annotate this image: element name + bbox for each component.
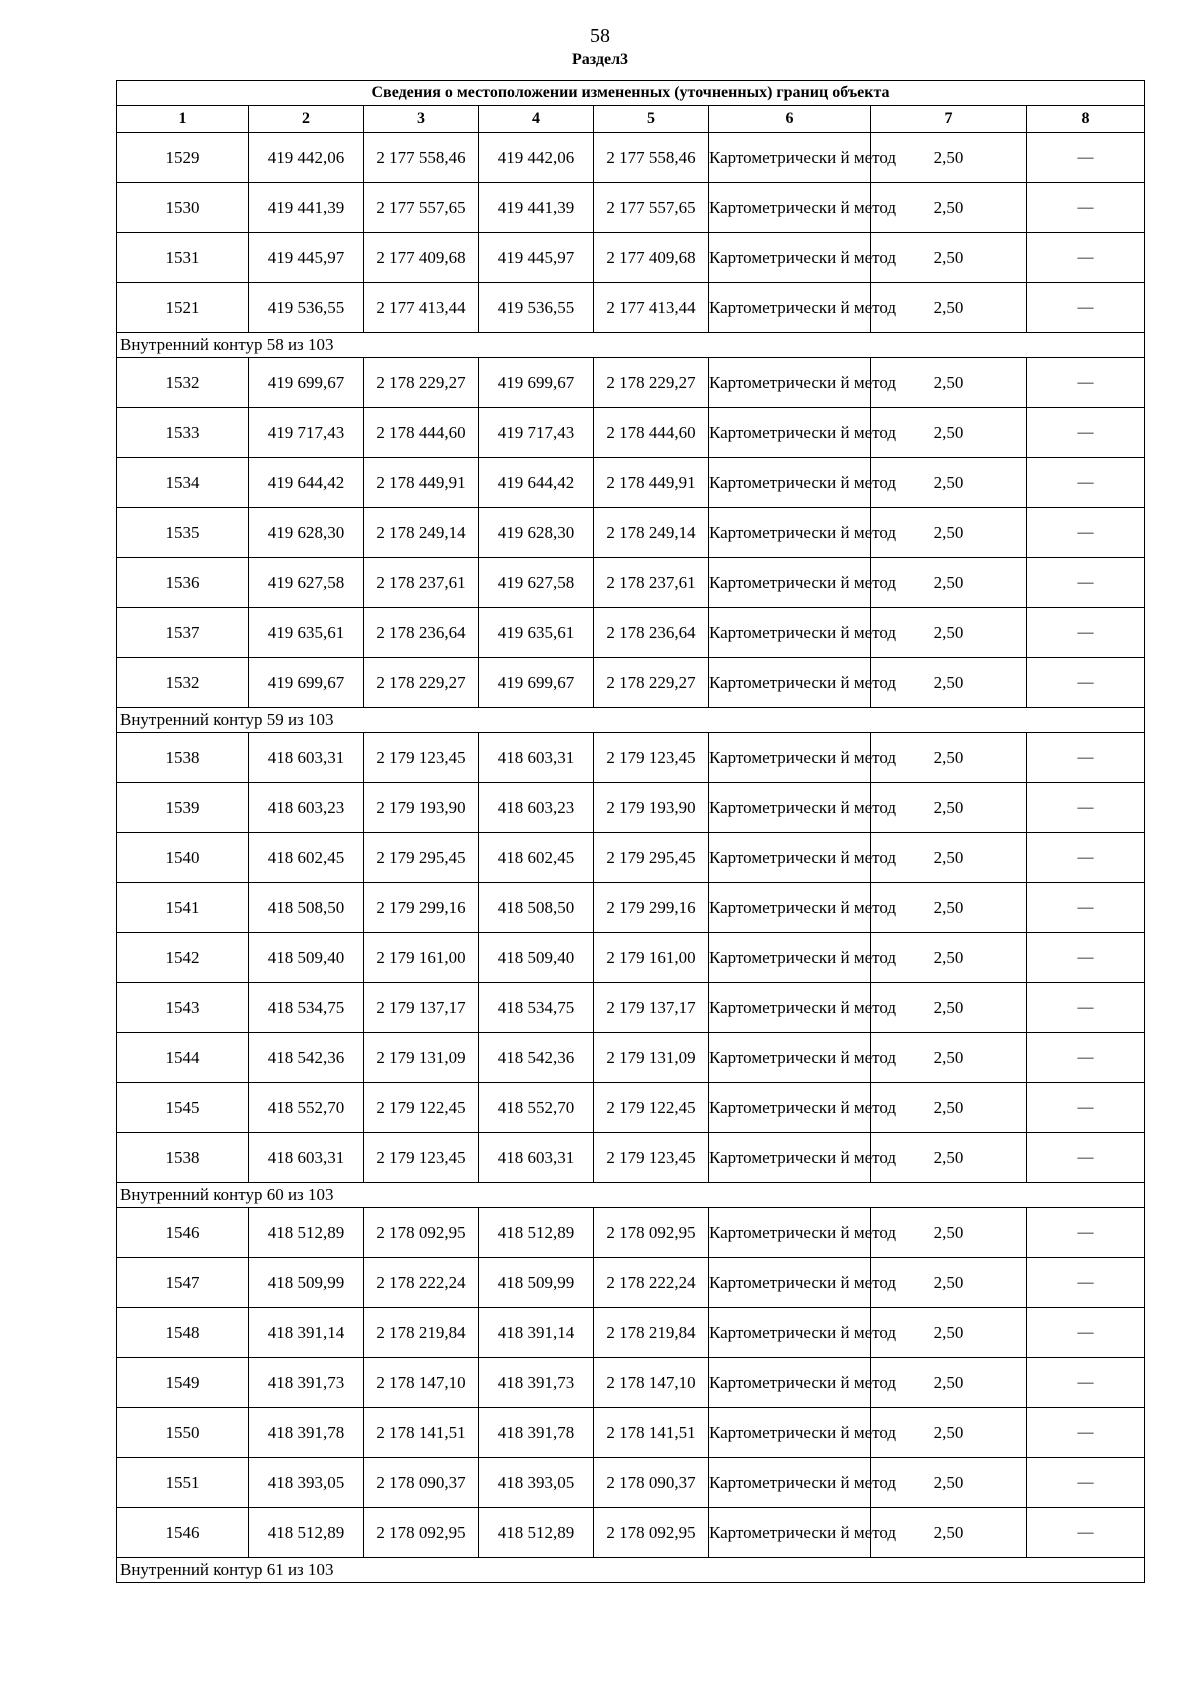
table-row: [117, 983, 1145, 1033]
y-old-cell: 2 178 444,60: [364, 408, 479, 458]
accuracy-cell: 2,50: [871, 1408, 1027, 1458]
method-cell: Картометрически й метод: [709, 508, 871, 558]
table-row: [117, 833, 1145, 883]
x-new-cell: 418 393,05: [479, 1458, 594, 1508]
accuracy-cell: 2,50: [871, 283, 1027, 333]
note-cell: —: [1027, 1033, 1145, 1083]
x-old-cell: 419 441,39: [249, 183, 364, 233]
point-number-cell: 1538: [117, 733, 249, 783]
point-number-cell: 1547: [117, 1258, 249, 1308]
note-cell: —: [1027, 933, 1145, 983]
column-number: 6: [709, 106, 871, 133]
method-cell: Картометрически й метод: [709, 1508, 871, 1558]
x-old-cell: 418 508,50: [249, 883, 364, 933]
x-new-cell: 418 509,40: [479, 933, 594, 983]
y-old-cell: 2 179 299,16: [364, 883, 479, 933]
y-old-cell: 2 179 137,17: [364, 983, 479, 1033]
y-old-cell: 2 178 141,51: [364, 1408, 479, 1458]
y-old-cell: 2 178 449,91: [364, 458, 479, 508]
table-row: [117, 458, 1145, 508]
x-old-cell: 418 391,14: [249, 1308, 364, 1358]
x-old-cell: 419 536,55: [249, 283, 364, 333]
x-old-cell: 418 602,45: [249, 833, 364, 883]
x-new-cell: 418 542,36: [479, 1033, 594, 1083]
x-new-cell: 418 509,99: [479, 1258, 594, 1308]
x-old-cell: 418 393,05: [249, 1458, 364, 1508]
x-new-cell: 418 391,78: [479, 1408, 594, 1458]
accuracy-cell: 2,50: [871, 1258, 1027, 1308]
y-new-cell: 2 177 413,44: [594, 283, 709, 333]
note-cell: —: [1027, 883, 1145, 933]
point-number-cell: 1538: [117, 1133, 249, 1183]
note-cell: —: [1027, 508, 1145, 558]
accuracy-cell: 2,50: [871, 1083, 1027, 1133]
note-cell: —: [1027, 1258, 1145, 1308]
x-old-cell: 418 603,23: [249, 783, 364, 833]
y-new-cell: 2 178 141,51: [594, 1408, 709, 1458]
accuracy-cell: 2,50: [871, 458, 1027, 508]
y-new-cell: 2 178 236,64: [594, 608, 709, 658]
x-new-cell: 419 717,43: [479, 408, 594, 458]
method-cell: Картометрически й метод: [709, 133, 871, 183]
x-old-cell: 418 509,40: [249, 933, 364, 983]
y-old-cell: 2 177 409,68: [364, 233, 479, 283]
x-new-cell: 418 602,45: [479, 833, 594, 883]
x-old-cell: 418 391,78: [249, 1408, 364, 1458]
accuracy-cell: 2,50: [871, 1033, 1027, 1083]
table-row: [117, 183, 1145, 233]
method-cell: Картометрически й метод: [709, 1358, 871, 1408]
table-row: [117, 1508, 1145, 1558]
note-cell: —: [1027, 458, 1145, 508]
x-new-cell: 418 603,23: [479, 783, 594, 833]
x-old-cell: 419 644,42: [249, 458, 364, 508]
y-new-cell: 2 178 147,10: [594, 1358, 709, 1408]
point-number-cell: 1548: [117, 1308, 249, 1358]
point-number-cell: 1534: [117, 458, 249, 508]
method-cell: Картометрически й метод: [709, 933, 871, 983]
y-old-cell: 2 179 295,45: [364, 833, 479, 883]
boundary-coordinates-table: [116, 80, 1145, 1583]
note-cell: —: [1027, 1458, 1145, 1508]
table-row: [117, 658, 1145, 708]
y-old-cell: 2 179 193,90: [364, 783, 479, 833]
x-new-cell: 419 536,55: [479, 283, 594, 333]
point-number-cell: 1539: [117, 783, 249, 833]
accuracy-cell: 2,50: [871, 733, 1027, 783]
y-old-cell: 2 178 237,61: [364, 558, 479, 608]
y-new-cell: 2 179 122,45: [594, 1083, 709, 1133]
note-cell: —: [1027, 833, 1145, 883]
y-new-cell: 2 178 229,27: [594, 358, 709, 408]
x-new-cell: 419 699,67: [479, 658, 594, 708]
method-cell: Картометрически й метод: [709, 1308, 871, 1358]
y-new-cell: 2 179 123,45: [594, 733, 709, 783]
y-new-cell: 2 178 222,24: [594, 1258, 709, 1308]
table-row: [117, 283, 1145, 333]
y-new-cell: 2 178 092,95: [594, 1508, 709, 1558]
accuracy-cell: 2,50: [871, 783, 1027, 833]
accuracy-cell: 2,50: [871, 1508, 1027, 1558]
y-new-cell: 2 179 161,00: [594, 933, 709, 983]
contour-label: Внутренний контур 58 из 103: [117, 333, 1145, 358]
note-cell: —: [1027, 1208, 1145, 1258]
point-number-cell: 1544: [117, 1033, 249, 1083]
x-new-cell: 418 391,73: [479, 1358, 594, 1408]
note-cell: —: [1027, 233, 1145, 283]
note-cell: —: [1027, 1508, 1145, 1558]
x-new-cell: 419 441,39: [479, 183, 594, 233]
x-new-cell: 418 603,31: [479, 1133, 594, 1183]
method-cell: Картометрически й метод: [709, 458, 871, 508]
x-old-cell: 418 552,70: [249, 1083, 364, 1133]
method-cell: Картометрически й метод: [709, 833, 871, 883]
point-number-cell: 1531: [117, 233, 249, 283]
method-cell: Картометрически й метод: [709, 1258, 871, 1308]
point-number-cell: 1537: [117, 608, 249, 658]
note-cell: —: [1027, 733, 1145, 783]
y-new-cell: 2 177 558,46: [594, 133, 709, 183]
y-new-cell: 2 177 409,68: [594, 233, 709, 283]
point-number-cell: 1541: [117, 883, 249, 933]
note-cell: —: [1027, 1358, 1145, 1408]
y-new-cell: 2 179 193,90: [594, 783, 709, 833]
accuracy-cell: 2,50: [871, 358, 1027, 408]
page-number: 58: [590, 25, 610, 47]
y-old-cell: 2 178 249,14: [364, 508, 479, 558]
x-new-cell: 419 627,58: [479, 558, 594, 608]
y-old-cell: 2 178 219,84: [364, 1308, 479, 1358]
x-old-cell: 419 628,30: [249, 508, 364, 558]
method-cell: Картометрически й метод: [709, 658, 871, 708]
note-cell: —: [1027, 1408, 1145, 1458]
column-number: 3: [364, 106, 479, 133]
y-new-cell: 2 178 092,95: [594, 1208, 709, 1258]
x-old-cell: 418 603,31: [249, 733, 364, 783]
point-number-cell: 1549: [117, 1358, 249, 1408]
point-number-cell: 1542: [117, 933, 249, 983]
column-number: 8: [1027, 106, 1145, 133]
contour-label: Внутренний контур 60 из 103: [117, 1183, 1145, 1208]
table-row: [117, 883, 1145, 933]
x-old-cell: 419 699,67: [249, 358, 364, 408]
accuracy-cell: 2,50: [871, 1358, 1027, 1408]
y-old-cell: 2 179 123,45: [364, 733, 479, 783]
accuracy-cell: 2,50: [871, 508, 1027, 558]
y-old-cell: 2 179 131,09: [364, 1033, 479, 1083]
x-new-cell: 419 644,42: [479, 458, 594, 508]
x-old-cell: 419 635,61: [249, 608, 364, 658]
method-cell: Картометрически й метод: [709, 558, 871, 608]
accuracy-cell: 2,50: [871, 133, 1027, 183]
x-new-cell: 418 534,75: [479, 983, 594, 1033]
contour-header-row: [117, 708, 1145, 733]
y-new-cell: 2 178 229,27: [594, 658, 709, 708]
y-old-cell: 2 177 413,44: [364, 283, 479, 333]
accuracy-cell: 2,50: [871, 233, 1027, 283]
table-title-row: [117, 81, 1145, 106]
y-old-cell: 2 177 557,65: [364, 183, 479, 233]
point-number-cell: 1546: [117, 1208, 249, 1258]
accuracy-cell: 2,50: [871, 983, 1027, 1033]
table-row: [117, 1458, 1145, 1508]
y-old-cell: 2 178 222,24: [364, 1258, 479, 1308]
x-new-cell: 419 635,61: [479, 608, 594, 658]
y-new-cell: 2 179 299,16: [594, 883, 709, 933]
y-new-cell: 2 178 444,60: [594, 408, 709, 458]
accuracy-cell: 2,50: [871, 1458, 1027, 1508]
table-row: [117, 558, 1145, 608]
y-new-cell: 2 179 131,09: [594, 1033, 709, 1083]
method-cell: Картометрически й метод: [709, 408, 871, 458]
method-cell: Картометрически й метод: [709, 1133, 871, 1183]
note-cell: —: [1027, 358, 1145, 408]
x-new-cell: 418 552,70: [479, 1083, 594, 1133]
y-old-cell: 2 179 123,45: [364, 1133, 479, 1183]
point-number-cell: 1545: [117, 1083, 249, 1133]
column-number: 5: [594, 106, 709, 133]
x-new-cell: 418 512,89: [479, 1508, 594, 1558]
contour-header-row: [117, 333, 1145, 358]
y-old-cell: 2 178 092,95: [364, 1208, 479, 1258]
x-old-cell: 418 512,89: [249, 1208, 364, 1258]
method-cell: Картометрически й метод: [709, 983, 871, 1033]
point-number-cell: 1533: [117, 408, 249, 458]
accuracy-cell: 2,50: [871, 1133, 1027, 1183]
column-number: 4: [479, 106, 594, 133]
point-number-cell: 1532: [117, 658, 249, 708]
x-old-cell: 418 534,75: [249, 983, 364, 1033]
y-old-cell: 2 178 229,27: [364, 658, 479, 708]
y-old-cell: 2 177 558,46: [364, 133, 479, 183]
x-old-cell: 419 717,43: [249, 408, 364, 458]
note-cell: —: [1027, 658, 1145, 708]
contour-header-row: [117, 1558, 1145, 1583]
note-cell: —: [1027, 983, 1145, 1033]
table-row: [117, 1308, 1145, 1358]
y-new-cell: 2 179 137,17: [594, 983, 709, 1033]
x-old-cell: 418 509,99: [249, 1258, 364, 1308]
x-old-cell: 418 391,73: [249, 1358, 364, 1408]
point-number-cell: 1532: [117, 358, 249, 408]
method-cell: Картометрически й метод: [709, 783, 871, 833]
note-cell: —: [1027, 283, 1145, 333]
x-new-cell: 419 445,97: [479, 233, 594, 283]
note-cell: —: [1027, 1308, 1145, 1358]
accuracy-cell: 2,50: [871, 183, 1027, 233]
method-cell: Картометрически й метод: [709, 283, 871, 333]
method-cell: Картометрически й метод: [709, 883, 871, 933]
x-new-cell: 419 699,67: [479, 358, 594, 408]
accuracy-cell: 2,50: [871, 883, 1027, 933]
y-new-cell: 2 178 237,61: [594, 558, 709, 608]
method-cell: Картометрически й метод: [709, 1408, 871, 1458]
table-row: [117, 1083, 1145, 1133]
y-new-cell: 2 178 449,91: [594, 458, 709, 508]
x-old-cell: 419 627,58: [249, 558, 364, 608]
table-row: [117, 1258, 1145, 1308]
note-cell: —: [1027, 1133, 1145, 1183]
table-row: [117, 1358, 1145, 1408]
table-row: [117, 608, 1145, 658]
x-old-cell: 419 699,67: [249, 658, 364, 708]
point-number-cell: 1536: [117, 558, 249, 608]
point-number-cell: 1535: [117, 508, 249, 558]
y-old-cell: 2 178 090,37: [364, 1458, 479, 1508]
table-row: [117, 1033, 1145, 1083]
note-cell: —: [1027, 408, 1145, 458]
y-old-cell: 2 178 229,27: [364, 358, 479, 408]
point-number-cell: 1540: [117, 833, 249, 883]
accuracy-cell: 2,50: [871, 833, 1027, 883]
note-cell: —: [1027, 558, 1145, 608]
x-old-cell: 418 512,89: [249, 1508, 364, 1558]
table-body: [117, 133, 1145, 1583]
method-cell: Картометрически й метод: [709, 608, 871, 658]
point-number-cell: 1529: [117, 133, 249, 183]
method-cell: Картометрически й метод: [709, 733, 871, 783]
table-title: Сведения о местоположении измененных (уточненных) границ объекта: [117, 81, 1145, 106]
x-old-cell: 418 603,31: [249, 1133, 364, 1183]
x-old-cell: 418 542,36: [249, 1033, 364, 1083]
method-cell: Картометрически й метод: [709, 1458, 871, 1508]
x-new-cell: 418 512,89: [479, 1208, 594, 1258]
table-row: [117, 358, 1145, 408]
accuracy-cell: 2,50: [871, 608, 1027, 658]
point-number-cell: 1546: [117, 1508, 249, 1558]
y-new-cell: 2 178 219,84: [594, 1308, 709, 1358]
table-row: [117, 233, 1145, 283]
note-cell: —: [1027, 183, 1145, 233]
table-row: [117, 783, 1145, 833]
table-row: [117, 1133, 1145, 1183]
table-row: [117, 1208, 1145, 1258]
y-new-cell: 2 179 123,45: [594, 1133, 709, 1183]
point-number-cell: 1521: [117, 283, 249, 333]
x-new-cell: 418 508,50: [479, 883, 594, 933]
accuracy-cell: 2,50: [871, 1308, 1027, 1358]
note-cell: —: [1027, 1083, 1145, 1133]
method-cell: Картометрически й метод: [709, 1208, 871, 1258]
table-row: [117, 133, 1145, 183]
note-cell: —: [1027, 133, 1145, 183]
point-number-cell: 1550: [117, 1408, 249, 1458]
contour-label: Внутренний контур 59 из 103: [117, 708, 1145, 733]
note-cell: —: [1027, 783, 1145, 833]
table-row: [117, 933, 1145, 983]
table-row: [117, 733, 1145, 783]
accuracy-cell: 2,50: [871, 658, 1027, 708]
table-row: [117, 408, 1145, 458]
column-numbers-row: [117, 106, 1145, 133]
note-cell: —: [1027, 608, 1145, 658]
method-cell: Картометрически й метод: [709, 1033, 871, 1083]
section-title: Раздел3: [571, 51, 629, 68]
y-old-cell: 2 178 092,95: [364, 1508, 479, 1558]
method-cell: Картометрически й метод: [709, 1083, 871, 1133]
y-old-cell: 2 178 147,10: [364, 1358, 479, 1408]
x-old-cell: 419 445,97: [249, 233, 364, 283]
x-new-cell: 419 628,30: [479, 508, 594, 558]
y-new-cell: 2 178 090,37: [594, 1458, 709, 1508]
y-new-cell: 2 177 557,65: [594, 183, 709, 233]
column-number: 1: [117, 106, 249, 133]
x-new-cell: 419 442,06: [479, 133, 594, 183]
method-cell: Картометрически й метод: [709, 183, 871, 233]
method-cell: Картометрически й метод: [709, 358, 871, 408]
x-old-cell: 419 442,06: [249, 133, 364, 183]
x-new-cell: 418 603,31: [479, 733, 594, 783]
point-number-cell: 1551: [117, 1458, 249, 1508]
y-new-cell: 2 179 295,45: [594, 833, 709, 883]
contour-label: Внутренний контур 61 из 103: [117, 1558, 1145, 1583]
point-number-cell: 1530: [117, 183, 249, 233]
method-cell: Картометрически й метод: [709, 233, 871, 283]
accuracy-cell: 2,50: [871, 933, 1027, 983]
y-new-cell: 2 178 249,14: [594, 508, 709, 558]
table-row: [117, 1408, 1145, 1458]
column-number: 2: [249, 106, 364, 133]
accuracy-cell: 2,50: [871, 558, 1027, 608]
y-old-cell: 2 178 236,64: [364, 608, 479, 658]
contour-header-row: [117, 1183, 1145, 1208]
x-new-cell: 418 391,14: [479, 1308, 594, 1358]
accuracy-cell: 2,50: [871, 408, 1027, 458]
point-number-cell: 1543: [117, 983, 249, 1033]
column-number: 7: [871, 106, 1027, 133]
accuracy-cell: 2,50: [871, 1208, 1027, 1258]
y-old-cell: 2 179 161,00: [364, 933, 479, 983]
table-row: [117, 508, 1145, 558]
y-old-cell: 2 179 122,45: [364, 1083, 479, 1133]
